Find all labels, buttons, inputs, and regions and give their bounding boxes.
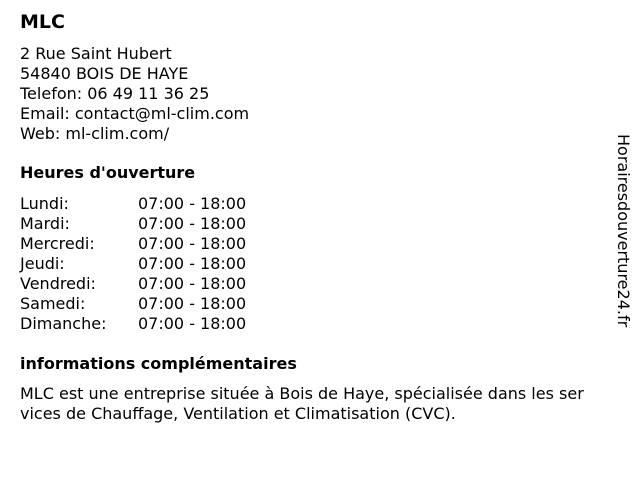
time-range: 07:00 - 18:00	[138, 254, 247, 273]
day-label: Mardi:	[20, 214, 70, 233]
day-label: Jeudi:	[20, 254, 65, 273]
info-line: vices de Chauffage, Ventilation et Climatisation (CVC).	[20, 404, 456, 423]
day-label: Samedi:	[20, 294, 86, 313]
day-label: Lundi:	[20, 194, 69, 213]
web-line: Web: ml-clim.com/	[20, 124, 170, 143]
time-range: 07:00 - 18:00	[138, 314, 247, 333]
phone-line: Telefon: 06 49 11 36 25	[20, 84, 210, 103]
site-watermark: Horairesdouverture24.fr	[614, 134, 633, 328]
time-range: 07:00 - 18:00	[138, 234, 247, 253]
business-card	[20, 0, 610, 480]
postal-city: 54840 BOIS DE HAYE	[20, 64, 189, 83]
additional-info-heading: informations complémentaires	[20, 354, 297, 373]
time-range: 07:00 - 18:00	[138, 294, 247, 313]
info-line: MLC est une entreprise située à Bois de Haye, spécialisée dans les ser	[20, 384, 584, 403]
time-range: 07:00 - 18:00	[138, 274, 247, 293]
time-range: 07:00 - 18:00	[138, 194, 247, 213]
email-line: Email: contact@ml-clim.com	[20, 104, 250, 123]
opening-hours-heading: Heures d'ouverture	[20, 163, 196, 182]
contact-block	[20, 44, 249, 144]
day-label: Vendredi:	[20, 274, 96, 293]
street-address: 2 Rue Saint Hubert	[20, 44, 172, 63]
day-label: Mercredi:	[20, 234, 95, 253]
day-label: Dimanche:	[20, 314, 107, 333]
additional-info-text	[20, 384, 610, 424]
business-name: MLC	[20, 11, 65, 33]
time-range: 07:00 - 18:00	[138, 214, 247, 233]
